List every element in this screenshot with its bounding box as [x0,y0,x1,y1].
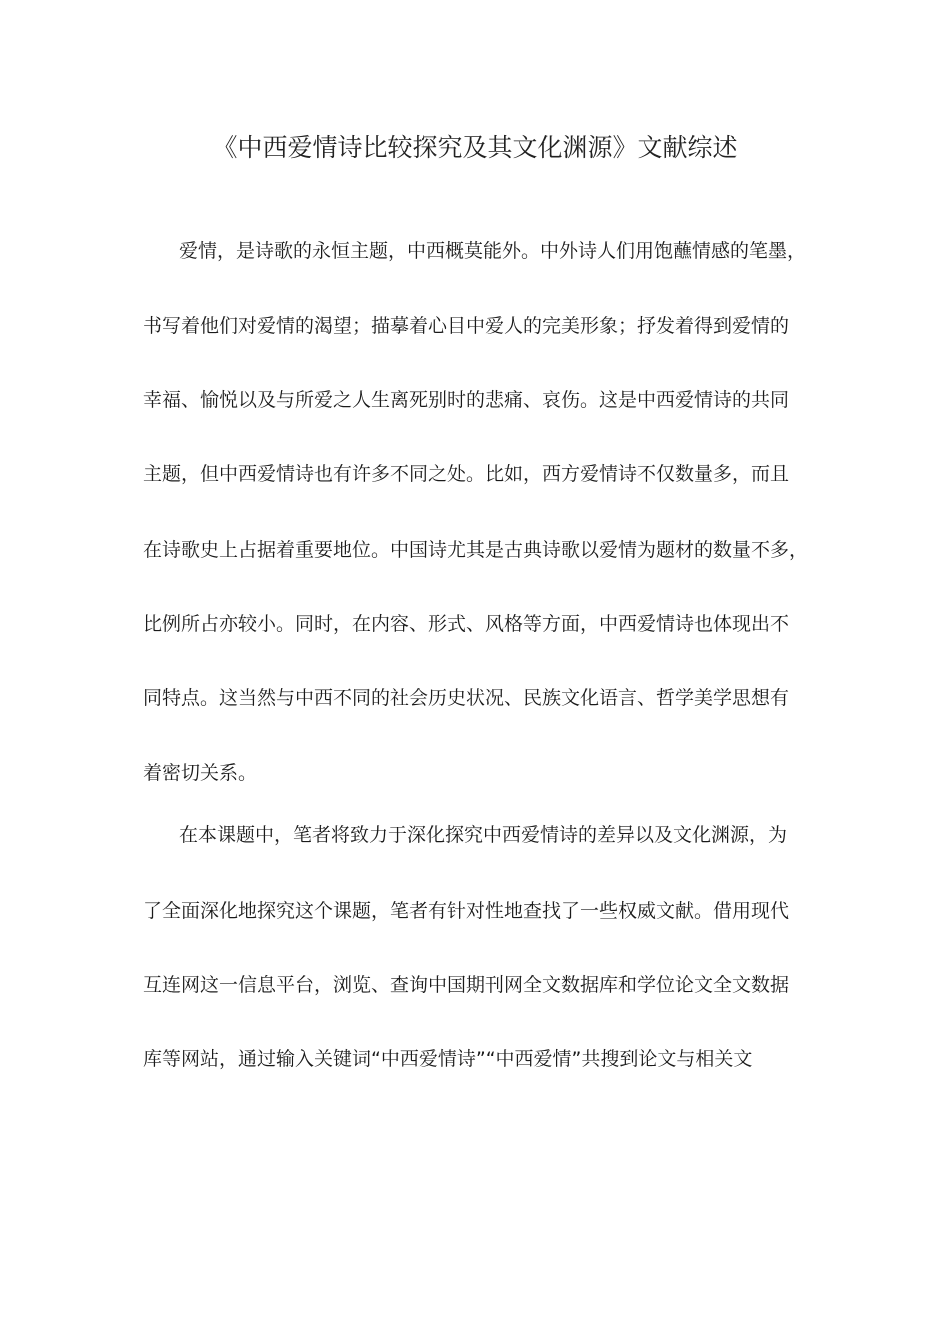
paragraph-line: 书写着他们对爱情的渴望；描摹着心目中爱人的完美形象；抒发着得到爱情的 [143,315,790,337]
paragraph-line: 库等网站，通过输入关键词“中西爱情诗”“中西爱情”共搜到论文与相关文 [143,1048,753,1070]
paragraph-line: 同特点。这当然与中西不同的社会历史状况、民族文化语言、哲学美学思想有 [143,687,790,709]
document-title: 《中西爱情诗比较探究及其文化渊源》文献综述 [212,133,738,162]
paragraph-line: 着密切关系。 [143,762,258,784]
paragraph-line: 在诗歌史上占据着重要地位。中国诗尤其是古典诗歌以爱情为题材的数量不多， [143,539,809,561]
paragraph-line: 在本课题中，笔者将致力于深化探究中西爱情诗的差异以及文化渊源，为 [179,824,788,846]
paragraph-line: 主题，但中西爱情诗也有许多不同之处。比如，西方爱情诗不仅数量多，而且 [143,463,790,485]
paragraph-line: 爱情，是诗歌的永恒主题，中西概莫能外。中外诗人们用饱蘸情感的笔墨， [179,240,807,262]
paragraph-line: 幸福、愉悦以及与所爱之人生离死别时的悲痛、哀伤。这是中西爱情诗的共同 [143,389,790,411]
paragraph-line: 比例所占亦较小。同时，在内容、形式、风格等方面，中西爱情诗也体现出不 [143,613,790,635]
paragraph-line: 互连网这一信息平台，浏览、查询中国期刊网全文数据库和学位论文全文数据 [143,974,790,996]
paragraph-line: 了全面深化地探究这个课题，笔者有针对性地查找了一些权威文献。借用现代 [143,900,790,922]
